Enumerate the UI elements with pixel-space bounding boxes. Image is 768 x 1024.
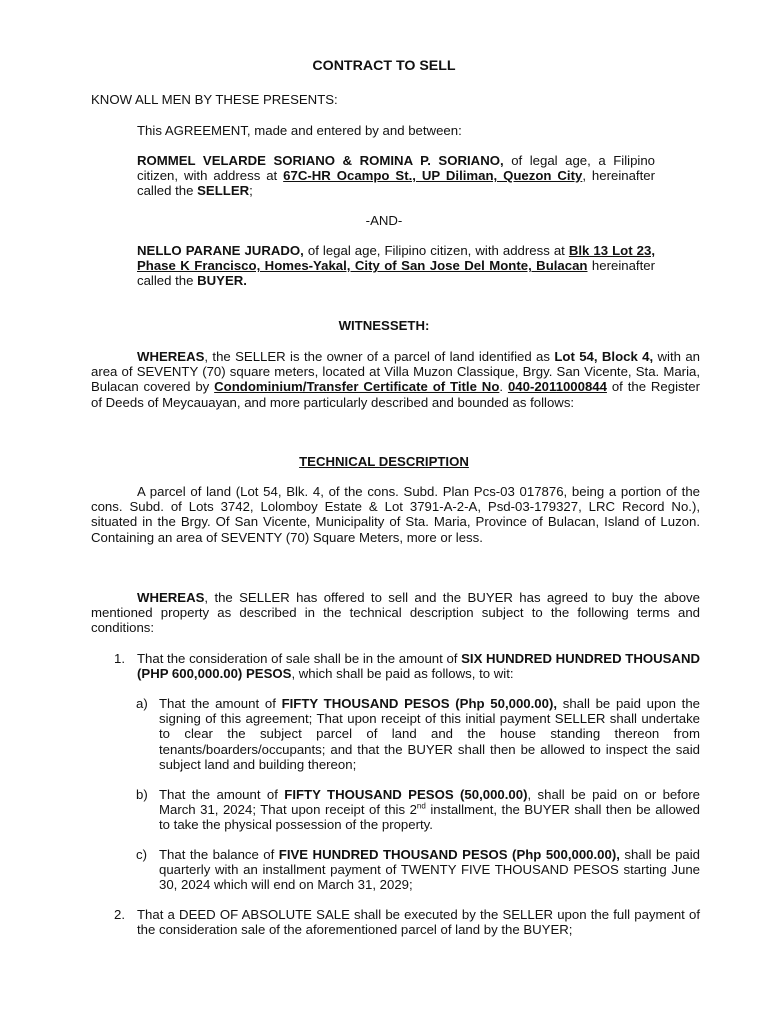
certificate-title: Condominium/Transfer Certificate of Title No: [214, 379, 500, 395]
certificate-number: 040-2011000844: [507, 379, 607, 395]
item-b-text: That the amount of FIFTY THOUSAND PESOS (50,000.00), shall be paid on or before March 31, 2024; That upon receipt of this 2nd installment, the BUYER shall then be allowed to take the physical possession of the property.: [159, 787, 700, 833]
and-separator: -AND-: [365, 213, 403, 228]
seller-names: ROMMEL VELARDE SORIANO & ROMINA P. SORIANO,: [137, 153, 504, 168]
balance-amount: FIVE HUNDRED THOUSAND PESOS (Php 500,000.00),: [278, 847, 620, 862]
initial-payment-amount: FIFTY THOUSAND PESOS (Php 50,000.00),: [281, 696, 558, 711]
buyer-role: BUYER.: [197, 273, 247, 289]
seller-paragraph: ROMMEL VELARDE SORIANO & ROMINA P. SORIANO, of legal age, a Filipino citizen, with address at 67C-HR Ocampo St., UP Diliman, Quezon City, hereinafter called the SELLER;: [137, 153, 655, 199]
item-a-text: That the amount of FIFTY THOUSAND PESOS (Php 50,000.00), shall be paid upon the signing of this agreement; That upon receipt of this initial payment SELLER shall undertake to clear the subject parcel of land and the house standing thereon from tenants/boarders/occupants; and that the BUYER shall then be allowed to inspect the said subject land and building thereon;: [159, 696, 701, 772]
technical-description-paragraph: A parcel of land (Lot 54, Blk. 4, of the cons. Subd. Plan Pcs-03 017876, being a portion of the cons. Subd. of Lots 3742, Lolomboy Estate & Lot 3791-A-2-A, Psd-03-179327, LRC Record No.), situated in the Brgy. Of San Vicente, Municipality of Sta. Maria, Province of Bulacan, Island of Luzon. Containing an area of SEVENTY (70) Square Meters, more or less.: [91, 484, 700, 545]
item-b-label: b): [136, 787, 148, 802]
item-c-text: That the balance of FIVE HUNDRED THOUSAND PESOS (Php 500,000.00), shall be paid quarterly with an installment payment of TWENTY FIVE THOUSAND PESOS starting June 30, 2024 which will end on March 31, 2029;: [159, 847, 701, 893]
seller-role: SELLER: [197, 183, 250, 199]
document-title: CONTRACT TO SELL: [312, 58, 456, 74]
item-2-number: 2.: [114, 907, 125, 922]
buyer-paragraph: NELLO PARANE JURADO, of legal age, Filipino citizen, with address at Blk 13 Lot 23, Phase K Francisco, Homes-Yakal, City of San Jose Del Monte, Bulacan hereinafter called the BUYER.: [137, 243, 655, 289]
whereas-offer-paragraph: WHEREAS, the SELLER has offered to sell and the BUYER has agreed to buy the above mentioned property as described in the technical description subject to the following terms and conditions:: [91, 590, 700, 636]
agreement-intro: This AGREEMENT, made and entered by and between:: [137, 123, 462, 138]
witnesseth-heading: WITNESSETH:: [338, 318, 430, 333]
item-1-text: That the consideration of sale shall be in the amount of SIX HUNDRED HUNDRED THOUSAND (PHP 600,000.00) PESOS, which shall be paid as follows, to wit:: [137, 651, 700, 682]
lot-identifier: Lot 54, Block 4,: [554, 349, 654, 364]
item-c-label: c): [136, 847, 147, 862]
know-all-heading: KNOW ALL MEN BY THESE PRESENTS:: [91, 92, 338, 107]
technical-description-heading: TECHNICAL DESCRIPTION: [299, 454, 469, 469]
buyer-names: NELLO PARANE JURADO,: [137, 243, 304, 258]
seller-address: 67C-HR Ocampo St., UP Diliman, Quezon City: [283, 168, 583, 184]
whereas-ownership-paragraph: WHEREAS, the SELLER is the owner of a parcel of land identified as Lot 54, Block 4, with an area of SEVENTY (70) square meters, located at Villa Muzon Classique, Brgy. San Vicente, Sta. Maria, Bulacan covered by Condominium/Transfer Certificate of Title No. 040-2011000844 of the Register of Deeds of Meycauayan, and more particularly described and bounded as follows:: [91, 349, 701, 410]
total-consideration: SIX HUNDRED HUNDRED THOUSAND (PHP 600,000.00) PESOS: [137, 651, 700, 682]
item-a-label: a): [136, 696, 148, 711]
item-1-number: 1.: [114, 651, 125, 666]
item-2-text: That a DEED OF ABSOLUTE SALE shall be executed by the SELLER upon the full payment of the consideration sale of the aforementioned parcel of land by the BUYER;: [137, 907, 700, 938]
second-payment-amount: FIFTY THOUSAND PESOS (50,000.00): [284, 787, 528, 802]
buyer-address: Blk 13 Lot 23, Phase K Francisco, Homes-Yakal, City of San Jose Del Monte, Bulacan: [137, 243, 655, 274]
